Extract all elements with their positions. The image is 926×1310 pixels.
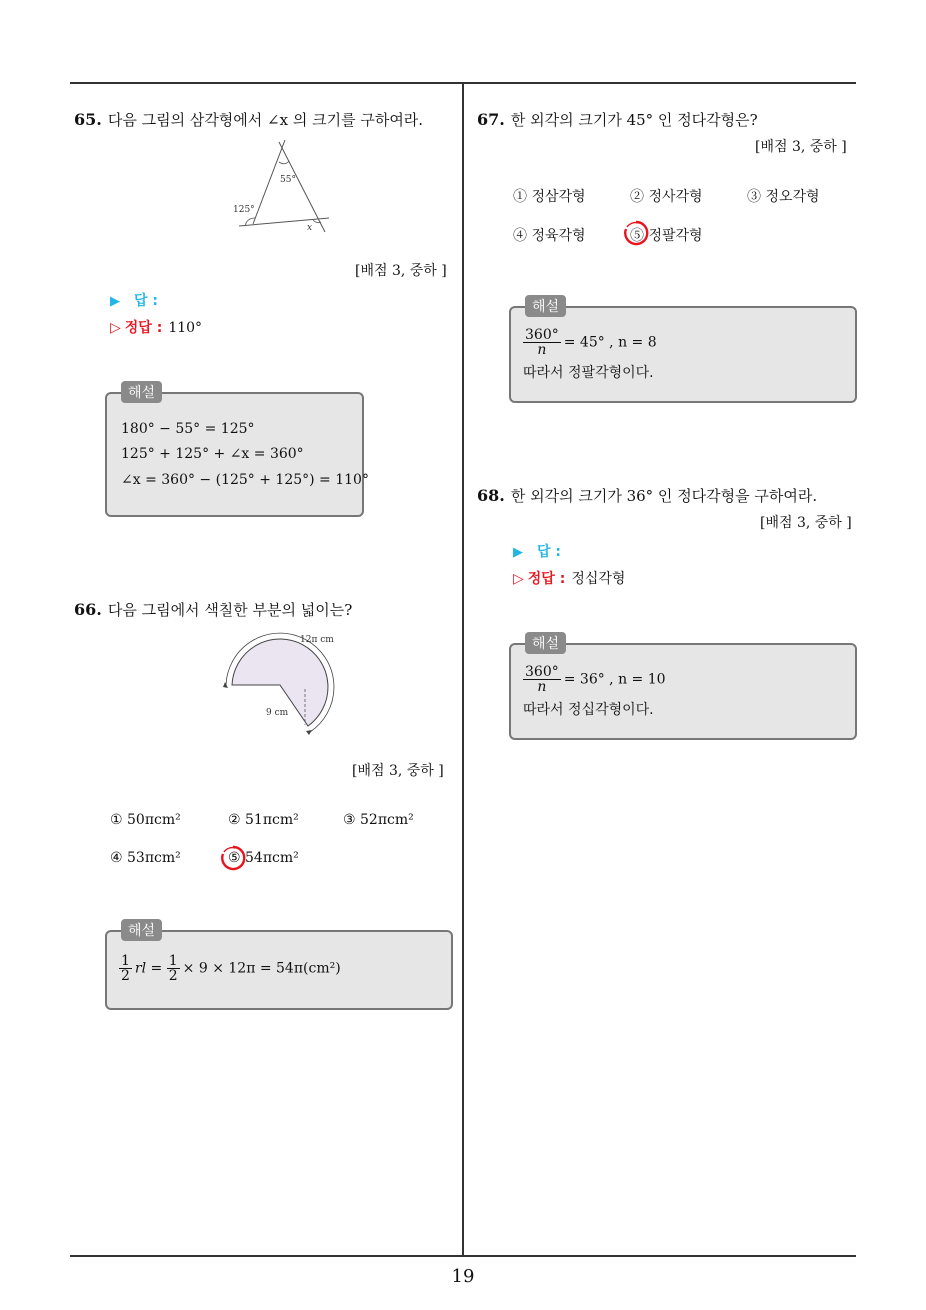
q65-correct-value: 110° — [168, 320, 203, 336]
triangle-outline-icon: ▷ — [110, 320, 121, 336]
q66-number: 66. — [74, 600, 102, 619]
q68-number: 68. — [477, 486, 505, 505]
q67-sol-fraction: $\frac{360^\circ}{n}$ — [525, 327, 559, 358]
q68-question — [477, 486, 817, 506]
q68-sol-line-1: $\frac{360^\circ}{n}$ = 36° , n = 10 — [525, 664, 666, 695]
q65-sol-line-3: ∠x = 360° − (125° + 125°) = 110° — [121, 472, 369, 488]
q66-selected-circle-icon — [220, 845, 246, 871]
q67-sol-line-1: $\frac{360^\circ}{n}$ = 45° , n = 8 — [525, 327, 657, 358]
q68-solution-tag: 해설 — [525, 632, 566, 654]
q66-radius-label: 9 cm — [266, 708, 289, 718]
q66-sol-fraction-1: $\frac{1}{2}$ — [121, 953, 130, 984]
q65-label-x: x — [307, 223, 313, 233]
q67-question — [477, 110, 758, 130]
q68-score: [배점 3, 중하 ] — [760, 515, 852, 531]
q65-correct-row — [110, 317, 202, 337]
q65-solution-tag: 해설 — [121, 381, 162, 403]
q65-label-55: 55° — [280, 175, 296, 185]
q68-solution-box — [509, 636, 857, 740]
triangle-outline-icon: ▷ — [513, 571, 524, 587]
column-divider — [462, 83, 464, 1257]
page-number: 19 — [451, 1266, 475, 1287]
q66-sector-figure — [222, 630, 347, 740]
q66-text: 다음 그림에서 색칠한 부분의 넓이는? — [107, 601, 353, 619]
q67-option-1[interactable]: ① 정삼각형 — [513, 189, 586, 205]
q67-selected-circle-icon — [623, 220, 649, 246]
q65-score: [배점 3, 중하 ] — [355, 263, 447, 279]
q68-correct-row — [513, 568, 625, 588]
play-icon: ▶ — [110, 294, 120, 309]
q65-answer-row — [110, 290, 158, 310]
q65-question — [74, 110, 423, 130]
play-icon: ▶ — [513, 545, 523, 560]
q65-correct-label: 정답 : — [124, 320, 163, 336]
q68-sol-fraction: $\frac{360^\circ}{n}$ — [525, 664, 559, 695]
q66-solution-tag: 해설 — [121, 919, 162, 941]
q66-question — [74, 600, 352, 620]
q67-option-3[interactable]: ③ 정오각형 — [747, 189, 820, 205]
q65-solution-box — [105, 385, 369, 517]
q65-text: 다음 그림의 삼각형에서 ∠x 의 크기를 구하여라. — [107, 111, 424, 129]
q67-score: [배점 3, 중하 ] — [755, 139, 847, 155]
q67-sol-line-2: 따라서 정팔각형이다. — [523, 365, 654, 381]
q65-number: 65. — [74, 110, 102, 129]
q66-sol-fraction-2: $\frac{1}{2}$ — [168, 953, 178, 984]
q68-correct-label: 정답 : — [527, 571, 566, 587]
q65-answer-label: 답 : — [134, 293, 158, 309]
q66-option-1[interactable]: ① 50πcm² — [110, 812, 181, 828]
q65-sol-line-2: 125° + 125° + ∠x = 360° — [121, 446, 304, 462]
q66-solution-box — [105, 923, 453, 1010]
q67-solution-box — [509, 299, 857, 403]
q66-sol-line: $\frac{1}{2}$ rl = $\frac{1}{2}$ × 9 × 12π = 54π(cm²) — [121, 953, 341, 984]
q68-correct-value: 정십각형 — [571, 571, 626, 587]
q68-sol-line-2: 따라서 정십각형이다. — [523, 702, 654, 718]
q67-option-4[interactable]: ④ 정육각형 — [513, 228, 586, 244]
q65-label-125: 125° — [233, 205, 255, 215]
q66-option-2[interactable]: ② 51πcm² — [228, 812, 299, 828]
q67-option-2[interactable]: ② 정사각형 — [630, 189, 703, 205]
q66-option-5[interactable]: ⑤ 54πcm² — [228, 850, 299, 866]
q66-option-3[interactable]: ③ 52πcm² — [343, 812, 414, 828]
q67-number: 67. — [477, 110, 505, 129]
q68-answer-label: 답 : — [537, 544, 561, 560]
q67-option-5[interactable]: ⑤ 정팔각형 — [630, 228, 703, 244]
q66-option-4[interactable]: ④ 53πcm² — [110, 850, 181, 866]
q67-text: 한 외각의 크기가 45° 인 정다각형은? — [510, 111, 758, 129]
q68-answer-row — [513, 541, 561, 561]
q65-sol-line-1: 180° − 55° = 125° — [121, 421, 255, 437]
q68-text: 한 외각의 크기가 36° 인 정다각형을 구하여라. — [510, 487, 818, 505]
q66-arc-label: 12π cm — [300, 635, 334, 645]
q65-triangle-figure — [225, 140, 345, 235]
q66-score: [배점 3, 중하 ] — [352, 763, 444, 779]
q67-solution-tag: 해설 — [525, 295, 566, 317]
